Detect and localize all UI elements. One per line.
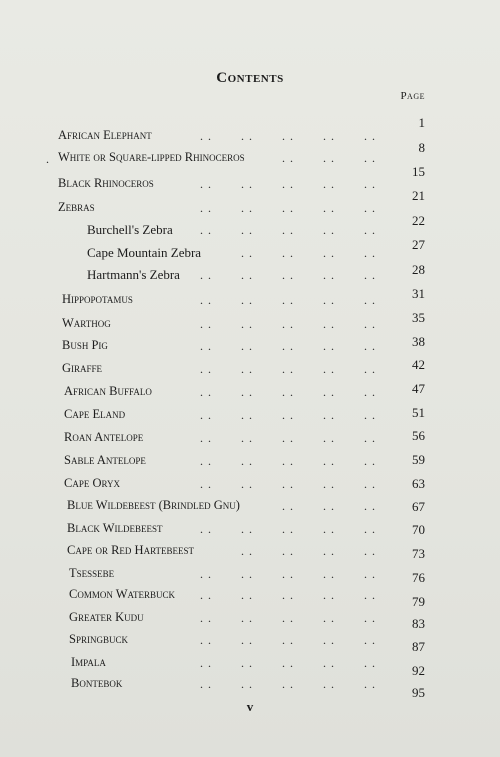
toc-leader-dot-group: . . xyxy=(364,499,376,513)
toc-leader-dot-group: . . xyxy=(364,677,376,691)
toc-entry-title: Greater Kudu xyxy=(69,610,144,624)
toc-entry-page-number: 63 xyxy=(412,476,425,491)
toc-leader-dot-group: . . xyxy=(241,268,253,282)
toc-leader-dot-group: . . xyxy=(323,201,335,215)
toc-entry-page-number: 56 xyxy=(412,428,425,443)
toc-leader-dot-group: . . xyxy=(200,677,212,691)
toc-leader-dot-group: . . xyxy=(323,633,335,647)
toc-entry-title: Black Wildebeest xyxy=(67,521,163,535)
toc-entry-title: Giraffe xyxy=(62,361,103,375)
toc-leader-dot-group: . . xyxy=(282,477,294,491)
toc-leader-dot-group: . . xyxy=(364,317,376,331)
toc-entry-page-number: 92 xyxy=(412,663,425,678)
toc-leader-dot-group: . . xyxy=(200,656,212,670)
toc-leader-dot-group: . . xyxy=(282,129,294,143)
toc-leader-dot-group: . . xyxy=(323,431,335,445)
toc-leader-dot-group: . . xyxy=(241,588,253,602)
toc-entry-page-number: 59 xyxy=(412,452,425,467)
toc-leader-dot-group: . . xyxy=(200,177,212,191)
contents-title: Contents xyxy=(216,70,284,86)
toc-leader-dot-group: . . xyxy=(241,454,253,468)
toc-leader-dot-group: . . xyxy=(200,522,212,536)
toc-leader-dot-group: . . xyxy=(200,454,212,468)
stray-mark: . xyxy=(46,152,49,166)
page-column-header: Page xyxy=(400,90,425,102)
toc-entry-title: Burchell's Zebra xyxy=(87,222,173,237)
toc-entry-page-number: 35 xyxy=(412,310,425,325)
toc-leader-dot-group: . . xyxy=(282,611,294,625)
toc-leader-dot-group: . . xyxy=(323,499,335,513)
toc-leader-dot-group: . . xyxy=(364,544,376,558)
toc-leader-dot-group: . . xyxy=(364,656,376,670)
toc-leader-dot-group: . . xyxy=(323,293,335,307)
toc-leader-dot-group: . . xyxy=(200,339,212,353)
toc-leader-dot-group: . . xyxy=(282,339,294,353)
toc-entry-page-number: 79 xyxy=(412,594,425,609)
toc-leader-dot-group: . . xyxy=(241,201,253,215)
toc-entry-page-number: 28 xyxy=(412,262,425,277)
toc-entry-title: Black Rhinoceros xyxy=(58,176,154,190)
toc-leader-dot-group: . . xyxy=(364,223,376,237)
toc-entry-page-number: 73 xyxy=(412,546,425,561)
toc-entry-title: Hippopotamus xyxy=(62,292,133,306)
toc-leader-dot-group: . . xyxy=(282,362,294,376)
toc-entry-page-number: 76 xyxy=(412,570,425,585)
toc-leader-dot-group: . . xyxy=(323,522,335,536)
toc-leader-dot-group: . . xyxy=(323,656,335,670)
toc-entry-title: Zebras xyxy=(58,200,95,214)
toc-entry-title: Cape or Red Hartebeest xyxy=(67,543,195,557)
toc-leader-dot-group: . . xyxy=(282,454,294,468)
toc-entry-title: African Elephant xyxy=(58,128,152,142)
toc-leader-dot-group: . . xyxy=(364,454,376,468)
toc-leader-dot-group: . . xyxy=(323,611,335,625)
toc-leader-dot-group: . . xyxy=(364,385,376,399)
toc-leader-dot-group: . . xyxy=(200,477,212,491)
toc-entry-title: Warthog xyxy=(62,316,111,330)
toc-entry-title: African Buffalo xyxy=(64,384,152,398)
toc-leader-dot-group: . . xyxy=(241,408,253,422)
toc-entry-page-number: 70 xyxy=(412,522,425,537)
toc-entry-title: Cape Oryx xyxy=(64,476,120,490)
toc-entry-page-number: 22 xyxy=(412,213,425,228)
toc-leader-dot-group: . . xyxy=(200,129,212,143)
toc-leader-dot-group: . . xyxy=(282,246,294,260)
toc-leader-dot-group: . . xyxy=(241,339,253,353)
toc-entry-page-number: 27 xyxy=(412,237,425,252)
toc-leader-dot-group: . . xyxy=(282,408,294,422)
toc-entry-title: Tsessebe xyxy=(69,566,115,580)
toc-entry-title: Common Waterbuck xyxy=(69,587,176,601)
toc-leader-dot-group: . . xyxy=(364,431,376,445)
toc-leader-dot-group: . . xyxy=(282,588,294,602)
toc-leader-dot-group: . . xyxy=(241,431,253,445)
toc-leader-dot-group: . . xyxy=(323,362,335,376)
toc-leader-dot-group: . . xyxy=(200,385,212,399)
toc-leader-dot-group: . . xyxy=(241,633,253,647)
toc-leader-dot-group: . . xyxy=(323,151,335,165)
toc-leader-dot-group: . . xyxy=(241,177,253,191)
toc-leader-dot-group: . . xyxy=(282,431,294,445)
toc-leader-dot-group: . . xyxy=(241,246,253,260)
toc-leader-dot-group: . . xyxy=(241,362,253,376)
toc-leader-dot-group: . . xyxy=(200,268,212,282)
toc-leader-dot-group: . . xyxy=(282,677,294,691)
toc-leader-dot-group: . . xyxy=(200,293,212,307)
toc-entry-page-number: 31 xyxy=(412,286,425,301)
toc-leader-dot-group: . . xyxy=(364,588,376,602)
toc-leader-dot-group: . . xyxy=(282,177,294,191)
toc-entry-page-number: 87 xyxy=(412,639,425,654)
toc-entry-title: Bush Pig xyxy=(62,338,108,352)
toc-leader-dot-group: . . xyxy=(200,201,212,215)
toc-leader-dot-group: . . xyxy=(200,633,212,647)
toc-entry-title: Bontebok xyxy=(71,676,123,690)
toc-leader-dot-group: . . xyxy=(323,408,335,422)
toc-entry-page-number: 42 xyxy=(412,357,425,372)
toc-leader-dot-group: . . xyxy=(200,362,212,376)
toc-leader-dot-group: . . xyxy=(241,477,253,491)
toc-leader-dot-group: . . xyxy=(364,129,376,143)
toc-leader-dot-group: . . xyxy=(241,567,253,581)
toc-entry-page-number: 8 xyxy=(418,140,425,155)
toc-leader-dot-group: . . xyxy=(364,246,376,260)
toc-entry-title: Impala xyxy=(71,655,106,669)
toc-leader-dot-group: . . xyxy=(241,677,253,691)
toc-leader-dot-group: . . xyxy=(364,633,376,647)
toc-entry-page-number: 51 xyxy=(412,405,425,420)
toc-leader-dot-group: . . xyxy=(282,201,294,215)
toc-leader-dot-group: . . xyxy=(364,268,376,282)
toc-leader-dot-group: . . xyxy=(200,431,212,445)
toc-leader-dot-group: . . xyxy=(323,268,335,282)
toc-entry-page-number: 83 xyxy=(412,616,425,631)
toc-leader-dot-group: . . xyxy=(323,246,335,260)
toc-leader-dot-group: . . xyxy=(241,385,253,399)
toc-leader-dot-group: . . xyxy=(241,223,253,237)
toc-leader-dot-group: . . xyxy=(200,408,212,422)
toc-leader-dot-group: . . xyxy=(364,567,376,581)
toc-leader-dot-group: . . xyxy=(241,522,253,536)
toc-leader-dot-group: . . xyxy=(323,223,335,237)
page-folio: v xyxy=(246,699,254,714)
toc-entry-page-number: 15 xyxy=(412,164,425,179)
toc-leader-dot-group: . . xyxy=(241,656,253,670)
toc-leader-dot-group: . . xyxy=(323,129,335,143)
toc-entry-title: Cape Eland xyxy=(64,407,126,421)
toc-leader-dot-group: . . xyxy=(282,385,294,399)
toc-leader-dot-group: . . xyxy=(282,567,294,581)
toc-leader-dot-group: . . xyxy=(323,454,335,468)
toc-entry-title: Roan Antelope xyxy=(64,430,144,444)
toc-leader-dot-group: . . xyxy=(282,499,294,513)
toc-entry-page-number: 21 xyxy=(412,188,425,203)
toc-leader-dot-group: . . xyxy=(323,677,335,691)
toc-leader-dot-group: . . xyxy=(241,544,253,558)
toc-leader-dot-group: . . xyxy=(282,268,294,282)
toc-leader-dot-group: . . xyxy=(364,293,376,307)
toc-leader-dot-group: . . xyxy=(200,567,212,581)
toc-entry-page-number: 67 xyxy=(412,499,425,514)
toc-leader-dot-group: . . xyxy=(364,177,376,191)
toc-entry-page-number: 38 xyxy=(412,334,425,349)
toc-leader-dot-group: . . xyxy=(241,293,253,307)
toc-leader-dot-group: . . xyxy=(364,201,376,215)
toc-entry-page-number: 95 xyxy=(412,685,425,700)
toc-leader-dot-group: . . xyxy=(323,477,335,491)
toc-leader-dot-group: . . xyxy=(323,385,335,399)
toc-leader-dot-group: . . xyxy=(323,339,335,353)
toc-leader-dot-group: . . xyxy=(282,633,294,647)
toc-leader-dot-group: . . xyxy=(282,293,294,307)
toc-leader-dot-group: . . xyxy=(282,522,294,536)
toc-leader-dot-group: . . xyxy=(364,611,376,625)
toc-leader-dot-group: . . xyxy=(364,408,376,422)
toc-leader-dot-group: . . xyxy=(282,317,294,331)
toc-leader-dot-group: . . xyxy=(364,339,376,353)
toc-entry-page-number: 47 xyxy=(412,381,425,396)
toc-leader-dot-group: . . xyxy=(282,223,294,237)
toc-leader-dot-group: . . xyxy=(241,317,253,331)
toc-entry-title: White or Square-lipped Rhinoceros xyxy=(58,150,245,164)
toc-entry-title: Springbuck xyxy=(69,632,128,646)
toc-leader-dot-group: . . xyxy=(200,223,212,237)
toc-leader-dot-group: . . xyxy=(282,544,294,558)
toc-leader-dot-group: . . xyxy=(323,317,335,331)
toc-entry-title: Hartmann's Zebra xyxy=(87,267,180,282)
toc-leader-dot-group: . . xyxy=(364,477,376,491)
toc-leader-dot-group: . . xyxy=(364,362,376,376)
toc-leader-dot-group: . . xyxy=(364,522,376,536)
toc-entry-title: Blue Wildebeest (Brindled Gnu) xyxy=(67,498,240,512)
toc-leader-dot-group: . . xyxy=(241,129,253,143)
toc-leader-dot-group: . . xyxy=(282,656,294,670)
toc-leader-dot-group: . . xyxy=(323,177,335,191)
toc-leader-dot-group: . . xyxy=(200,588,212,602)
toc-leader-dot-group: . . xyxy=(200,317,212,331)
toc-entry-page-number: 1 xyxy=(418,115,425,130)
toc-leader-dot-group: . . xyxy=(200,611,212,625)
toc-leader-dot-group: . . xyxy=(282,151,294,165)
toc-leader-dot-group: . . xyxy=(323,588,335,602)
toc-entry-title: Cape Mountain Zebra xyxy=(87,245,202,260)
toc-leader-dot-group: . . xyxy=(364,151,376,165)
toc-leader-dot-group: . . xyxy=(241,611,253,625)
toc-entry-title: Sable Antelope xyxy=(64,453,146,467)
toc-leader-dot-group: . . xyxy=(323,567,335,581)
toc-leader-dot-group: . . xyxy=(323,544,335,558)
